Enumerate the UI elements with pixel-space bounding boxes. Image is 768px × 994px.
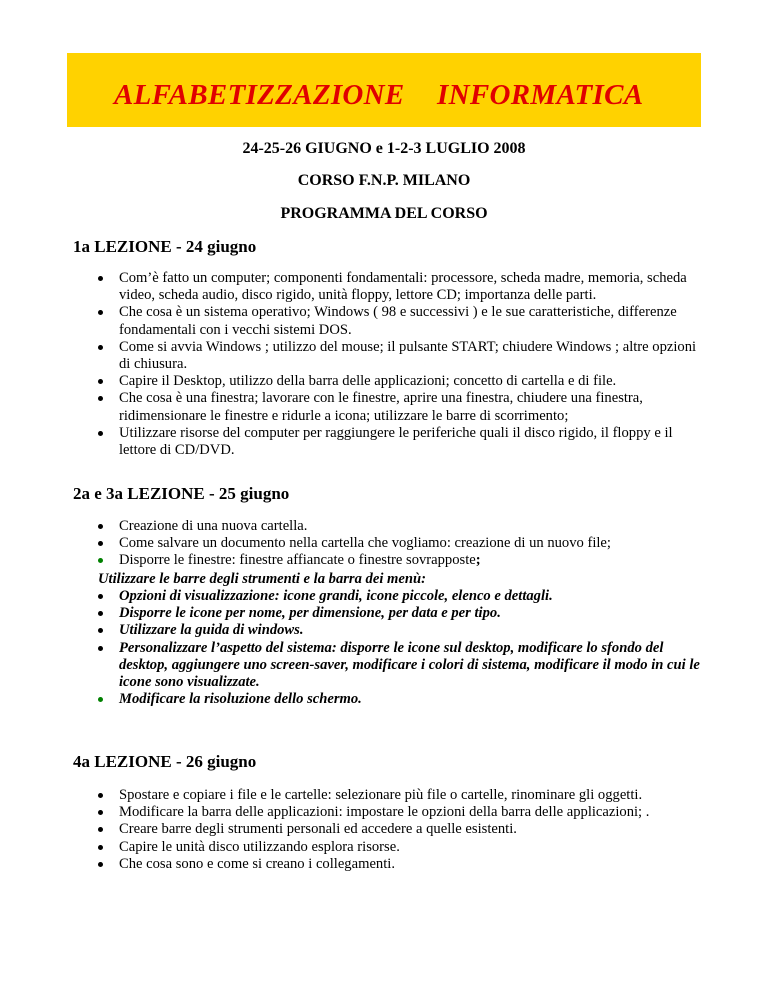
bullet-icon	[98, 558, 103, 563]
list-item-text: Opzioni di visualizzazione: icone grandi, icone piccole, elenco e dettagli.	[119, 588, 553, 604]
title-banner	[67, 53, 701, 127]
bullet-icon	[98, 379, 103, 384]
bullet-icon	[98, 310, 103, 315]
list-item-text: Capire il Desktop, utilizzo della barra delle applicazioni; concetto di cartella e di file.	[119, 373, 617, 390]
list-item	[98, 787, 708, 804]
list-item	[98, 691, 708, 708]
bullet-icon	[98, 345, 103, 350]
bullet-icon	[98, 628, 103, 633]
list-item-text: Come salvare un documento nella cartella che vogliamo: creazione di un nuovo file;	[119, 535, 611, 552]
list-item-text: Disporre le icone per nome, per dimensione, per data e per tipo.	[119, 605, 501, 622]
list-item-text: Spostare e copiare i file e le cartelle: selezionare più file o cartelle, rinominare gli oggetti.	[119, 787, 643, 803]
list-item-text: Personalizzare l’aspetto del sistema: disporre le icone sul desktop, modificare lo sfondo del desktop, aggiungere uno screen-saver, modificare i colori di sistema, modificare il modo in cui le icone sono visualizzate.	[119, 639, 700, 691]
list-item-text: Disporre le finestre: finestre affiancate o finestre sovrapposte	[119, 552, 476, 569]
list-item	[98, 518, 708, 535]
list-item	[98, 552, 708, 569]
banner-title-word2: INFORMATICA	[437, 79, 644, 111]
lesson1-heading: 1a LEZIONE - 24 giugno	[73, 237, 257, 256]
bullet-icon	[98, 827, 103, 832]
bullet-icon	[98, 611, 103, 616]
lesson2-list-a	[98, 518, 708, 570]
list-item-text: Creazione di una nuova cartella.	[119, 518, 308, 534]
list-item	[98, 640, 708, 692]
list-item-tail: ;	[475, 552, 481, 569]
list-item	[98, 804, 708, 821]
list-item	[98, 373, 708, 390]
lesson2-note: Utilizzare le barre degli strumenti e la barra dei menù:	[98, 571, 426, 587]
bullet-icon	[98, 541, 103, 546]
list-item	[98, 535, 708, 552]
bullet-icon	[98, 845, 103, 850]
bullet-icon	[98, 431, 103, 436]
list-item-text: Capire le unità disco utilizzando esplora risorse.	[119, 838, 400, 855]
list-item-text: Creare barre degli strumenti personali ed accedere a quelle esistenti.	[119, 821, 517, 838]
lesson1-list	[98, 270, 708, 459]
list-item	[98, 622, 708, 639]
list-item	[98, 588, 708, 605]
list-item	[98, 821, 708, 838]
list-item-text: Modificare la barra delle applicazioni: impostare le opzioni della barra delle applicazioni; .	[119, 804, 650, 821]
list-item	[98, 839, 708, 856]
list-item	[98, 270, 708, 304]
bullet-icon	[98, 276, 103, 281]
lesson4-list	[98, 787, 708, 873]
list-item	[98, 856, 708, 873]
lesson2-heading: 2a e 3a LEZIONE - 25 giugno	[73, 484, 290, 503]
list-item-text: Che cosa sono e come si creano i collegamenti.	[119, 855, 395, 872]
course-dates: 24-25-26 GIUGNO e 1-2-3 LUGLIO 2008	[242, 140, 526, 157]
list-item-text: Come si avvia Windows ; utilizzo del mouse; il pulsante START; chiudere Windows ; altre opzioni di chiusura.	[119, 338, 697, 373]
list-item	[98, 390, 708, 424]
lesson2-list-b	[98, 588, 708, 708]
list-item-text: Com’è fatto un computer; componenti fondamentali: processore, scheda madre, memoria, scheda video, scheda audio, disco rigido, unità floppy, lettore CD; importanza delle parti.	[119, 270, 687, 304]
list-item	[98, 304, 708, 338]
lesson4-heading: 4a LEZIONE - 26 giugno	[73, 752, 257, 771]
bullet-icon	[98, 396, 103, 401]
course-name: CORSO F.N.P. MILANO	[297, 172, 471, 189]
program-title: PROGRAMMA DEL CORSO	[280, 205, 488, 222]
list-item-text: Utilizzare la guida di windows.	[119, 622, 304, 639]
bullet-icon	[98, 793, 103, 798]
bullet-icon	[98, 810, 103, 815]
list-item-text: Modificare la risoluzione dello schermo.	[119, 691, 362, 708]
bullet-icon	[98, 594, 103, 599]
list-item	[98, 605, 708, 622]
list-item	[98, 425, 708, 459]
bullet-icon	[98, 862, 103, 867]
banner-title-word1: ALFABETIZZAZIONE	[114, 79, 405, 111]
bullet-icon	[98, 697, 103, 702]
list-item-text: Che cosa è una finestra; lavorare con le finestre, aprire una finestra, chiudere una finestra, ridimensionare le finestre e ridurle a icona; utilizzare le barre di scorrimento;	[119, 390, 643, 424]
bullet-icon	[98, 646, 103, 651]
bullet-icon	[98, 524, 103, 529]
list-item-text: Che cosa è un sistema operativo; Windows ( 98 e successivi ) e le sue caratteristiche, differenze fondamentali con i vecchi sistemi DOS.	[119, 304, 677, 338]
list-item	[98, 339, 708, 373]
list-item-text: Utilizzare risorse del computer per raggiungere le periferiche quali il disco rigido, il floppy e il lettore di CD/DVD.	[119, 424, 673, 459]
